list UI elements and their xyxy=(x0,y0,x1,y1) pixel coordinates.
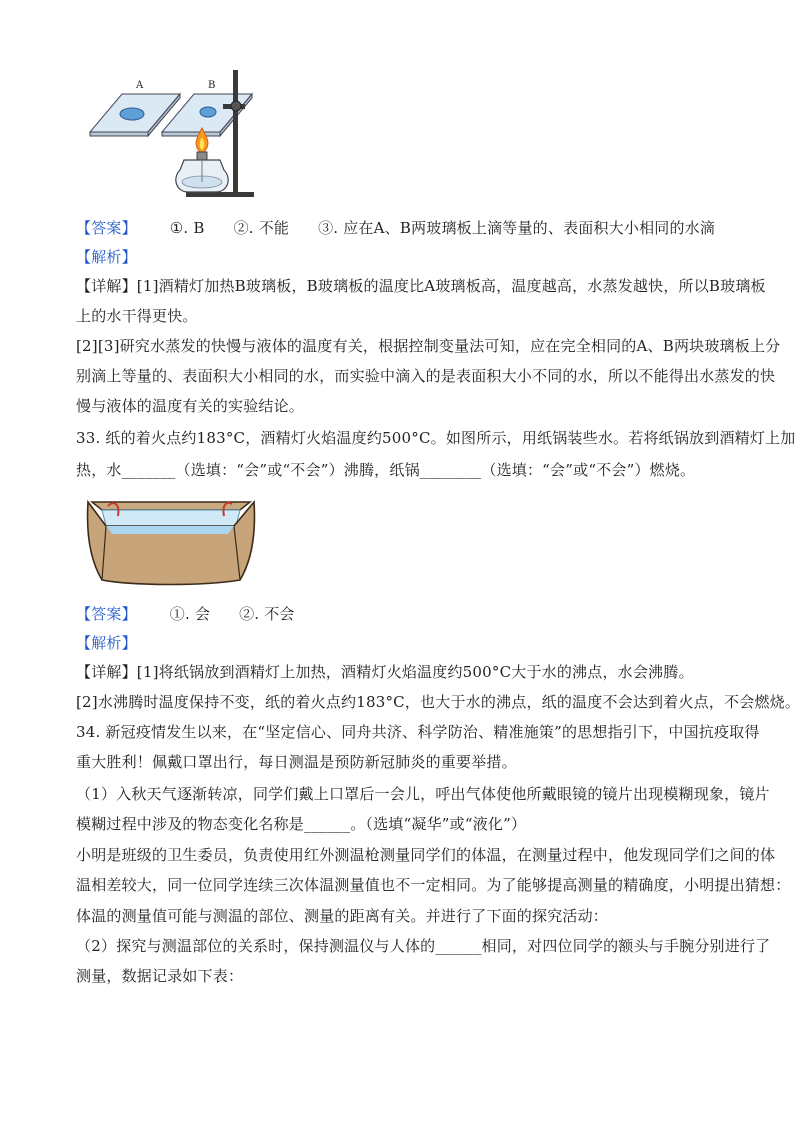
analysis-tag: 【解析】 xyxy=(76,248,137,266)
q33-question-line-1: 33. 纸的着火点约183°C，酒精灯火焰温度约500°C。如图所示，用纸锅装些水。若将纸锅放到酒精灯上加 xyxy=(76,429,796,447)
q32-answer-row xyxy=(76,218,739,238)
q32-detail-line-2: 上的水干得更快。 xyxy=(76,307,198,325)
q33-answer-1: ①. 会 xyxy=(169,605,211,623)
q32-detail-line-1: 【详解】[1]酒精灯加热B玻璃板，B玻璃板的温度比A玻璃板高，温度越高，水蒸发越快，所以B玻璃板 xyxy=(76,277,766,295)
paper-pot-figure xyxy=(84,494,258,588)
plate-a-label: A xyxy=(136,80,144,91)
evaporation-apparatus-figure xyxy=(88,66,268,202)
q32-answer-3: ③. 应在A、B两玻璃板上滴等量的、表面积大小相同的水滴 xyxy=(318,219,716,237)
q34-line-1: 34. 新冠疫情发生以来，在“坚定信心、同舟共济、科学防治、精准施策”的思想指引下，中国抗疫取得 xyxy=(76,723,760,741)
q34-line-6: 温相差较大，同一位同学连续三次体温测量值也不一定相同。为了能够提高测量的精确度，小明提出猜想： xyxy=(76,876,791,894)
answer-tag: 【答案】 xyxy=(76,605,137,623)
q34-line-8: （2）探究与测温部位的关系时，保持测温仪与人体的______相同，对四位同学的额头与手腕分别进行了 xyxy=(76,937,771,955)
q33-question-line-2: 热，水_______（选填：“会”或“不会”）沸腾，纸锅________（选填：“会”或“不会”）燃烧。 xyxy=(76,461,696,479)
q34-line-5: 小明是班级的卫生委员，负责使用红外测温枪测量同学们的体温，在测量过程中，他发现同学们之间的体 xyxy=(76,846,776,864)
q33-detail-line-2: [2]水沸腾时温度保持不变，纸的着火点约183°C，也大于水的沸点，纸的温度不会达到着火点，不会燃烧。 xyxy=(76,693,800,711)
q32-answer-2: ②. 不能 xyxy=(233,219,290,237)
answer-tag: 【答案】 xyxy=(76,219,137,237)
q34-line-2: 重大胜利！佩戴口罩出行，每日测温是预防新冠肺炎的重要举措。 xyxy=(76,753,517,771)
q32-detail-line-5: 慢与液体的温度有关的实验结论。 xyxy=(76,397,305,415)
q33-answer-row xyxy=(76,604,319,624)
q33-detail-line-1: 【详解】[1]将纸锅放到酒精灯上加热，酒精灯火焰温度约500°C大于水的沸点，水会沸腾。 xyxy=(76,663,694,681)
q34-line-7: 体温的测量值可能与测温的部位、测量的距离有关。并进行了下面的探究活动： xyxy=(76,907,609,925)
q32-detail-line-4: 别滴上等量的、表面积大小相同的水，而实验中滴入的是表面积大小不同的水，所以不能得出水蒸发的快 xyxy=(76,367,776,385)
q34-line-4: 模糊过程中涉及的物态变化名称是______。（选填“凝华”或“液化”） xyxy=(76,815,527,833)
plate-b-label: B xyxy=(208,80,216,91)
analysis-tag: 【解析】 xyxy=(76,634,137,652)
q34-line-9: 测量，数据记录如下表： xyxy=(76,967,244,985)
q32-detail-line-3: [2][3]研究水蒸发的快慢与液体的温度有关，根据控制变量法可知，应在完全相同的A、B两块玻璃板上分 xyxy=(76,337,781,355)
q33-answer-2: ②. 不会 xyxy=(239,605,295,623)
q32-answer-1: ①. B xyxy=(169,219,205,237)
q34-line-3: （1）入秋天气逐渐转凉，同学们戴上口罩后一会儿，呼出气体使他所戴眼镜的镜片出现模糊现象，镜片 xyxy=(76,785,770,803)
